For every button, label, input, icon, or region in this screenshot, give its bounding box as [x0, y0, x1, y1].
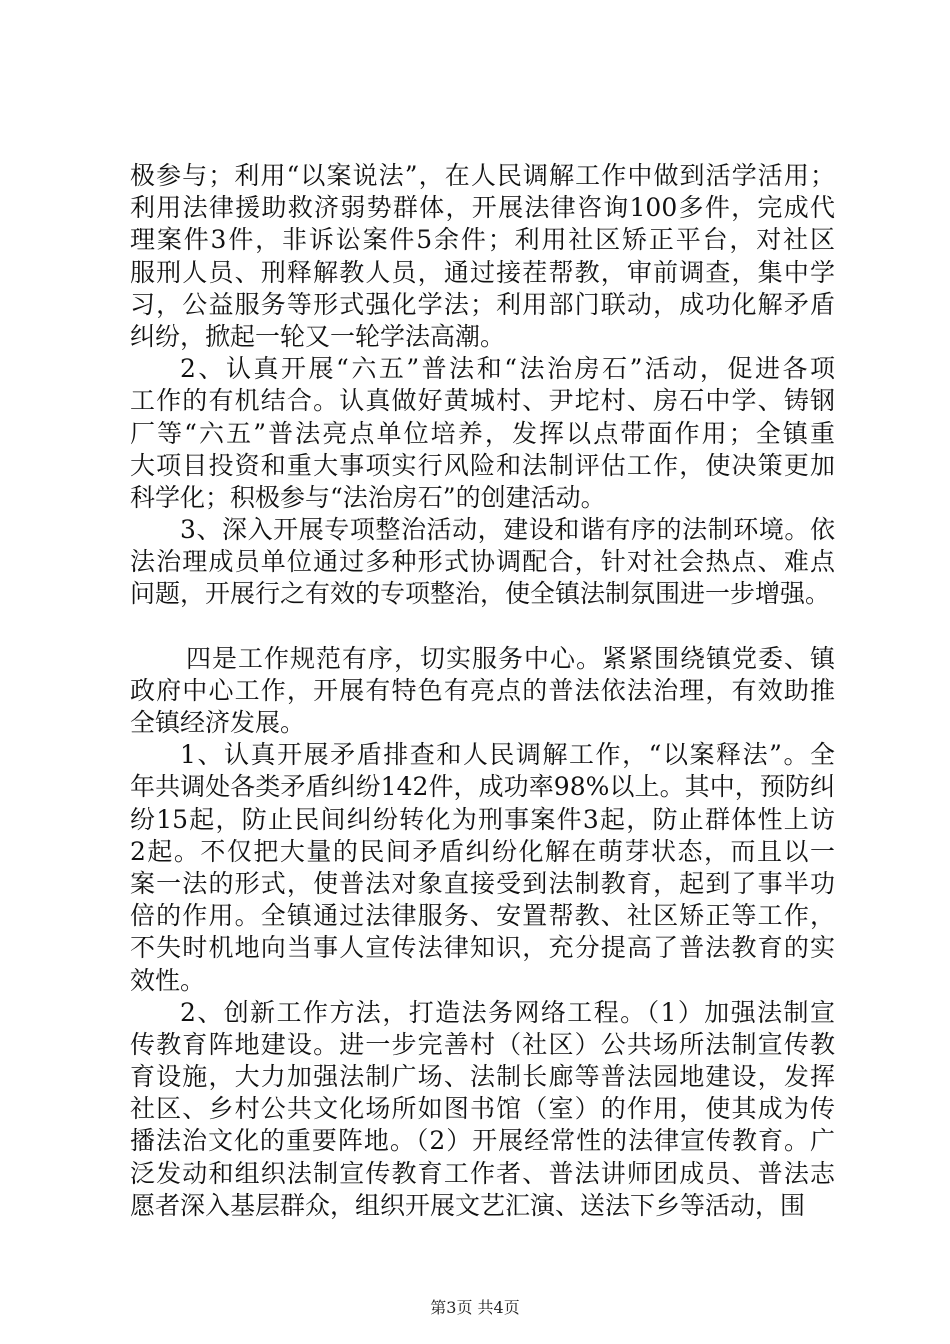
text-line: 利用法律援助救济弱势群体，开展法律咨询100多件，完成代	[130, 193, 835, 223]
paragraph-p6	[130, 997, 835, 1222]
text-line: 理案件3件，非诉讼案件5余件；利用社区矫正平台，对社区	[130, 225, 835, 255]
text-line: 2起。不仅把大量的民间矛盾纠纷化解在萌芽状态，而且以一	[130, 836, 835, 866]
text-line: 政府中心工作，开展有特色有亮点的普法依法治理，有效助推	[130, 675, 835, 705]
text-line: 社区、乡村公共文化场所如图书馆（室）的作用，使其成为传	[130, 1094, 835, 1124]
text-line: 工作的有机结合。认真做好黄城村、尹坨村、房石中学、铸钢	[130, 386, 835, 416]
text-line: 法治理成员单位通过多种形式协调配合，针对社会热点、难点	[130, 547, 835, 577]
document-body	[130, 160, 835, 1222]
text-line: 全镇经济发展。	[130, 708, 306, 737]
text-line: 案一法的形式，使普法对象直接受到法制教育，起到了事半功	[130, 868, 835, 898]
text-line: 习，公益服务等形式强化学法；利用部门联动，成功化解矛盾	[130, 289, 835, 319]
text-line: 2、创新工作方法，打造法务网络工程。（1）加强法制宣	[180, 997, 835, 1027]
page-footer	[0, 1298, 950, 1318]
page-number-label: 第3页 共4页	[430, 1298, 520, 1317]
text-line: 不失时机地向当事人宣传法律知识，充分提高了普法教育的实	[130, 933, 835, 963]
text-line: 纠纷，掀起一轮又一轮学法高潮。	[130, 321, 506, 351]
paragraph-gap	[130, 611, 835, 643]
text-line: 1、认真开展矛盾排查和人民调解工作，“以案释法”。全	[180, 740, 835, 770]
paragraph-p3	[130, 514, 835, 611]
text-line: 极参与；利用“以案说法”，在人民调解工作中做到活学活用；	[130, 161, 835, 190]
text-line: 问题，开展行之有效的专项整治，使全镇法制氛围进一步增强。	[130, 579, 831, 609]
text-line: 大项目投资和重大事项实行风险和法制评估工作，使决策更加	[130, 450, 835, 480]
paragraph-p4	[130, 643, 835, 740]
text-line: 2、认真开展“六五”普法和“法治房石”活动，促进各项	[180, 354, 835, 384]
paragraph-p5	[130, 739, 835, 997]
text-line: 倍的作用。全镇通过法律服务、安置帮教、社区矫正等工作，	[130, 901, 835, 931]
paragraph-p1	[130, 160, 835, 353]
text-line: 3、深入开展专项整治活动，建设和谐有序的法制环境。依	[180, 515, 835, 545]
text-line: 年共调处各类矛盾纠纷142件，成功率98%以上。其中，预防纠	[130, 772, 835, 802]
text-line: 愿者深入基层群众，组织开展文艺汇演、送法下乡等活动，围	[130, 1190, 806, 1220]
text-line: 科学化；积极参与“法治房石”的创建活动。	[130, 482, 606, 512]
text-line: 纷15起，防止民间纠纷转化为刑事案件3起，防止群体性上访	[130, 804, 835, 834]
text-line: 服刑人员、刑释解教人员，通过接茬帮教，审前调查，集中学	[130, 257, 835, 287]
text-line: 厂等“六五”普法亮点单位培养，发挥以点带面作用；全镇重	[130, 418, 835, 448]
text-line: 效性。	[130, 965, 206, 995]
text-line: 四是工作规范有序，切实服务中心。紧紧围绕镇党委、镇	[186, 643, 835, 673]
text-line: 传教育阵地建设。进一步完善村（社区）公共场所法制宣传教	[130, 1029, 835, 1059]
text-line: 播法治文化的重要阵地。（2）开展经常性的法律宣传教育。广	[130, 1126, 835, 1156]
text-line: 育设施，大力加强法制广场、法制长廊等普法园地建设，发挥	[130, 1062, 835, 1092]
text-line: 泛发动和组织法制宣传教育工作者、普法讲师团成员、普法志	[130, 1158, 835, 1188]
paragraph-p2	[130, 353, 835, 514]
